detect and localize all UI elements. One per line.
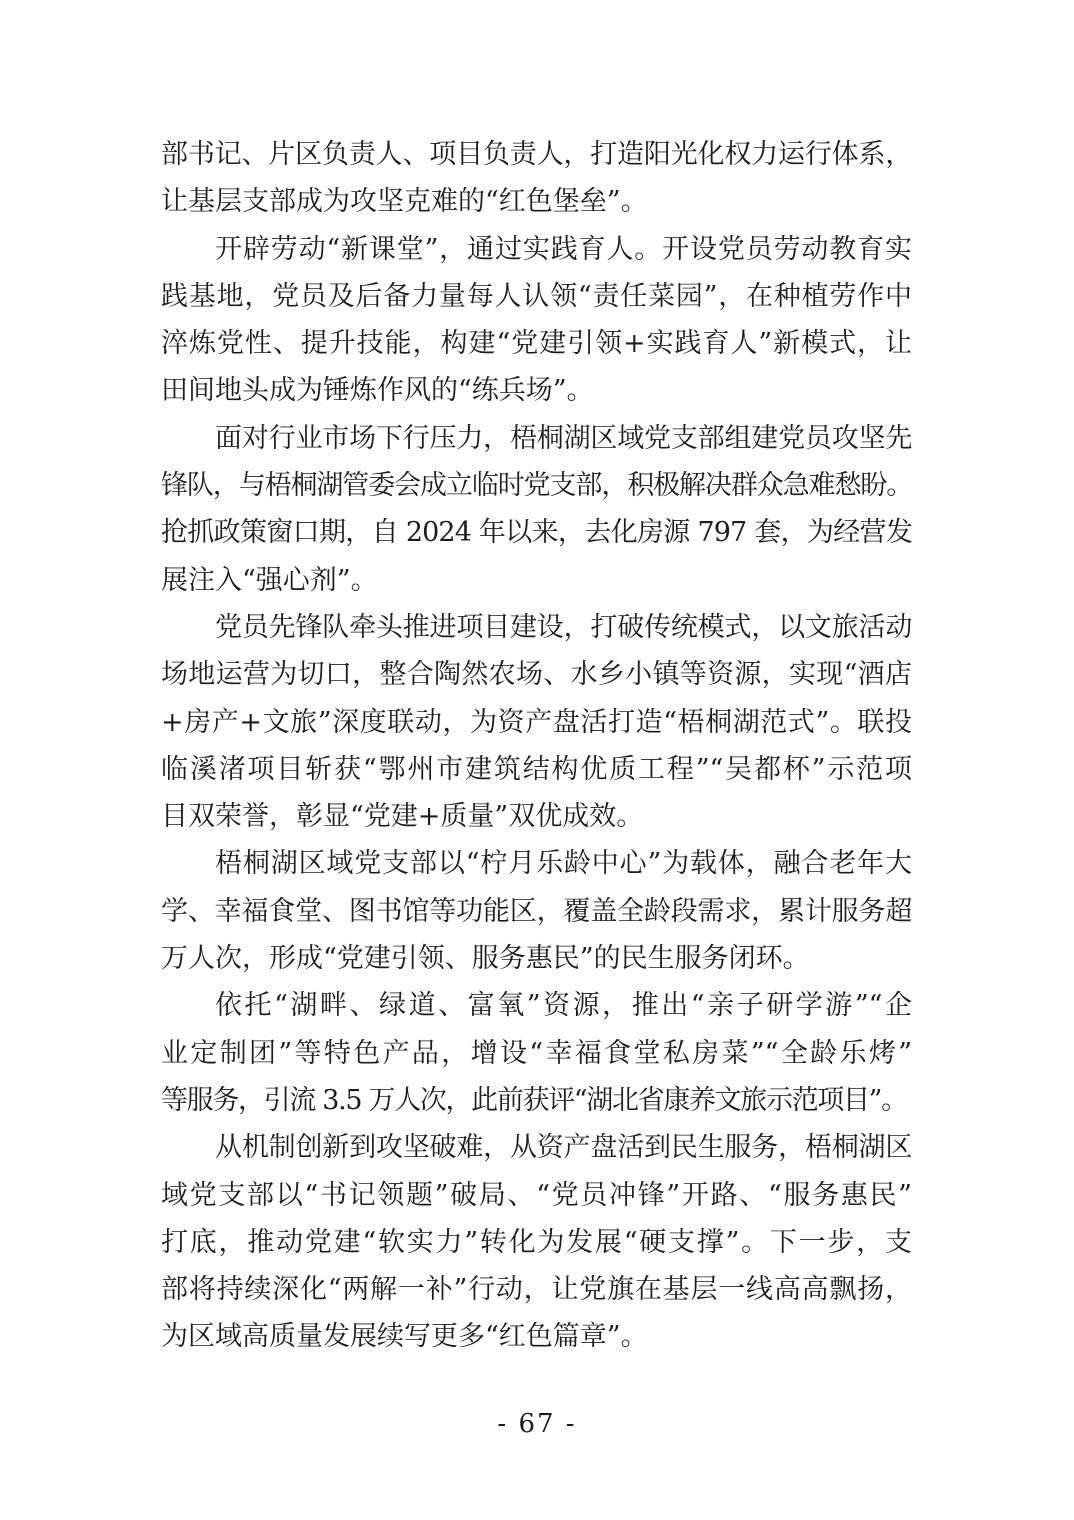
text-line: 党员先锋队牵头推进项目建设，打破传统模式，以文旅活动 [215, 611, 912, 643]
paragraph [161, 1124, 912, 1360]
page-number: - 67 - [497, 1409, 577, 1439]
document-body [161, 131, 912, 1361]
paragraph [161, 131, 912, 226]
text-line: 打底，推动党建“软实力”转化为发展“硬支撑”。下一步，支 [161, 1226, 912, 1258]
text-line: 展注入“强心剂”。 [161, 564, 378, 596]
text-line: 锋队，与梧桐湖管委会成立临时党支部，积极解决群众急难愁盼。 [161, 470, 912, 502]
text-line: 抢抓政策窗口期，自 2024 年以来，去化房源 797 套，为经营发 [161, 517, 912, 549]
text-line: 为区域高质量发展续写更多“红色篇章”。 [161, 1321, 648, 1353]
paragraph [161, 604, 912, 840]
text-line: 梧桐湖区域党支部以“柠月乐龄中心”为载体，融合老年大 [215, 848, 912, 880]
text-line: 面对行业市场下行压力，梧桐湖区域党支部组建党员攻坚先 [215, 422, 912, 454]
text-line: 临溪渚项目斩获“鄂州市建筑结构优质工程”“吴都杯”示范项 [161, 753, 912, 785]
text-line: 开辟劳动“新课堂”，通过实践育人。开设党员劳动教育实 [215, 233, 912, 265]
text-line: 践基地，党员及后备力量每人认领“责任菜园”，在种植劳作中 [161, 280, 912, 312]
text-line: 目双荣誉，彰显“党建+质量”双优成效。 [161, 801, 644, 833]
text-line: 业定制团”等特色产品，增设“幸福食堂私房菜”“全龄乐烤” [161, 1037, 912, 1069]
text-line: 场地运营为切口，整合陶然农场、水乡小镇等资源，实现“酒店 [161, 659, 912, 691]
paragraph [161, 982, 912, 1124]
text-line: 学、幸福食堂、图书馆等功能区，覆盖全龄段需求，累计服务超 [161, 895, 912, 927]
paragraph [161, 415, 912, 604]
text-line: 域党支部以“书记领题”破局、“党员冲锋”开路、“服务惠民” [161, 1179, 912, 1211]
text-line: 淬炼党性、提升技能，构建“党建引领+实践育人”新模式，让 [161, 328, 912, 360]
text-line: 让基层支部成为攻坚克难的“红色堡垒”。 [161, 186, 648, 218]
text-line: 从机制创新到攻坚破难，从资产盘活到民生服务，梧桐湖区 [215, 1132, 912, 1164]
text-line: +房产+文旅”深度联动，为资产盘活打造“梧桐湖范式”。联投 [161, 706, 912, 738]
paragraph [161, 840, 912, 982]
text-line: 依托“湖畔、绿道、富氧”资源，推出“亲子研学游”“企 [215, 990, 912, 1022]
text-line: 部将持续深化“两解一补”行动，让党旗在基层一线高高飘扬， [161, 1274, 912, 1306]
paragraph [161, 226, 912, 415]
text-line: 部书记、片区负责人、项目负责人，打造阳光化权力运行体系， [161, 139, 912, 170]
text-line: 田间地头成为锤炼作风的“练兵场”。 [161, 375, 594, 407]
text-line: 等服务，引流 3.5 万人次，此前获评“湖北省康养文旅示范项目”。 [161, 1084, 907, 1116]
text-line: 万人次，形成“党建引领、服务惠民”的民生服务闭环。 [161, 943, 810, 975]
